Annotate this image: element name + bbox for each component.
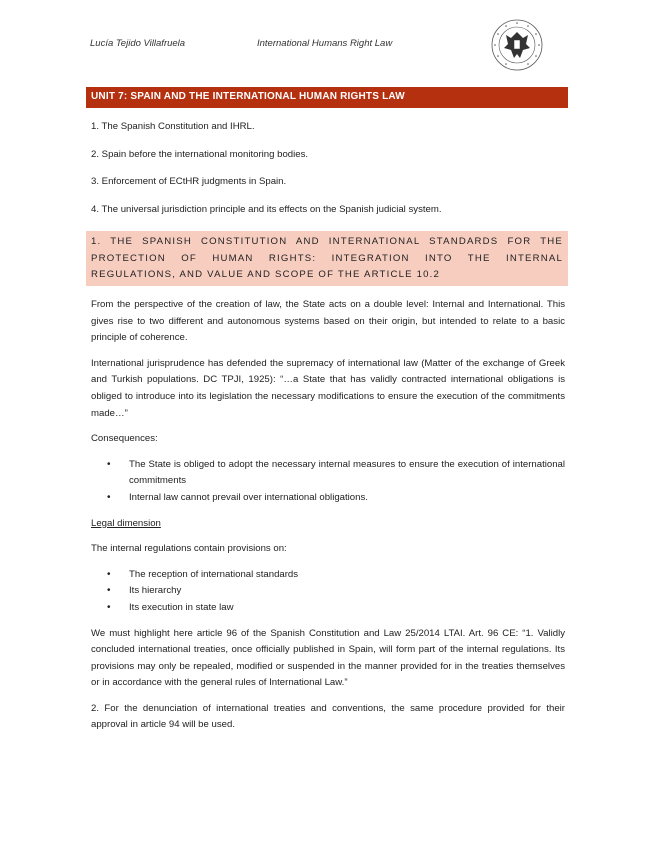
table-of-contents xyxy=(91,119,565,229)
consequences-label: Consequences: xyxy=(91,433,158,445)
paragraph-denunciation: 2. For the denunciation of international treaties and conventions, the same procedure provided for their approval in article 94 will be used. xyxy=(91,702,565,731)
toc-item-4: 4. The universal jurisdiction principle and its effects on the Spanish judicial system. xyxy=(91,203,442,215)
section-title: 1. THE SPANISH CONSTITUTION AND INTERNATIONAL STANDARDS FOR THE PROTECTION OF HUMAN RIGHTS: INTEGRATION INTO THE INTERNAL REGULATIONS, AND VALUE AND SCOPE OF THE ARTICLE 10.2 xyxy=(86,231,568,286)
list-item: • Internal law cannot prevail over international obligations. xyxy=(91,490,565,507)
section-body xyxy=(91,297,565,743)
unit-title-bar: UNIT 7: SPAIN AND THE INTERNATIONAL HUMAN RIGHTS LAW xyxy=(86,87,568,108)
list-item: • The reception of international standards xyxy=(91,567,565,584)
toc-item-3: 3. Enforcement of ECtHR judgments in Spain. xyxy=(91,176,287,187)
paragraph-provisions-intro: The internal regulations contain provisions on: xyxy=(91,543,287,555)
paragraph-jurisprudence: International jurisprudence has defended the supremacy of international law (Matter of the exchange of Greek and Turkish populations. DC TPJI, 1925): “…a State that has validly contracted international obligations is obliged to introduce into its legislation the necessary modifications to ensure the execution of the commitments made…” xyxy=(91,357,565,419)
legal-dimension-heading: Legal dimension xyxy=(91,517,161,529)
toc-item-2: 2. Spain before the international monitoring bodies. xyxy=(91,148,309,160)
consequences-list xyxy=(91,457,565,507)
header-author: Lucía Tejido Villafruela xyxy=(90,38,186,49)
paragraph-article-96: We must highlight here article 96 of the Spanish Constitution and Law 25/2014 LTAI. Art. 96 CE: “1. Validly concluded international treaties, once officially published in Spain, will form part of the internal regulations. Its provisions may only be repealed, modified or suspended in the manner provided for in the treaties themselves or in accordance with the general rules of International Law.” xyxy=(91,627,565,689)
header-course: International Humans Right Law xyxy=(257,38,393,49)
list-item: • The State is obliged to adopt the necessary internal measures to ensure the execution of international commitments xyxy=(91,457,565,490)
toc-item-1: 1. The Spanish Constitution and IHRL. xyxy=(91,121,255,132)
list-item: • Its hierarchy xyxy=(91,583,565,600)
list-item: • Its execution in state law xyxy=(91,600,565,617)
provisions-list xyxy=(91,567,565,617)
university-seal-icon xyxy=(490,18,544,72)
paragraph-double-level: From the perspective of the creation of law, the State acts on a double level: Internal and International. This gives rise to two different and autonomous systems based on their origin, but intended to relate to a basic principle of coherence. xyxy=(91,299,565,344)
